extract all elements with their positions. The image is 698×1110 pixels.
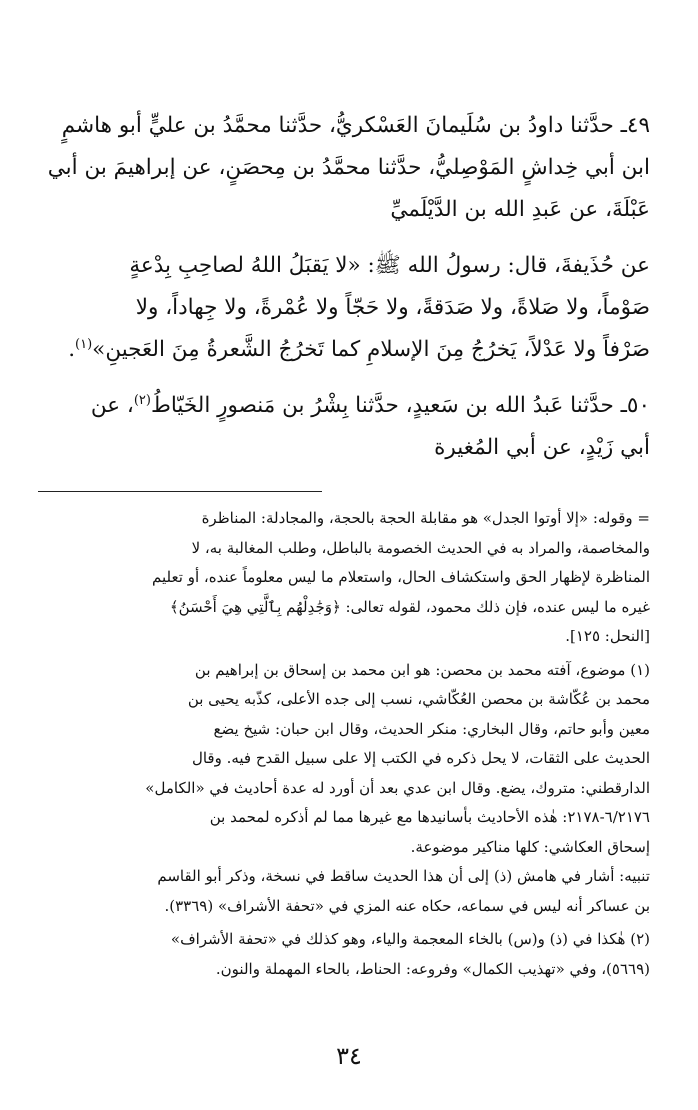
main-text: [38, 105, 650, 469]
footnote-1-line: محمد بن عُكّاشة بن محصن العُكّاشي، نسب إلى جده الأعلى، كذّبه يحيى بن: [187, 690, 650, 708]
hadith-49-line: عَبْلَةَ، عن عَبدِ الله بن الدَّيْلَميِّ: [390, 197, 650, 222]
note-line: والمخاصمة، والمراد به في الحديث الخصومة بالباطل، وطلب المغالبة به، لا: [191, 538, 650, 557]
hadith-50-line: أبي زَيْدٍ، عن أبي المُغيرة: [434, 435, 650, 460]
footnote-1-line: ٦/٢١٧٦-٢١٧٨: هٰذه الأحاديث بأسانيدها مع غيرها مما لم أذكره لمحمد بن: [209, 808, 650, 826]
footnote-separator: [38, 491, 322, 492]
footnote-1-line: معين وأبو حاتم، وقال البخاري: منكر الحديث، وقال ابن حبان: شيخ يضع: [213, 719, 650, 738]
footnote-ref-1: (١): [75, 336, 93, 352]
note-line: غيره ما ليس عنده، فإن ذلك محمود، لقوله تعالى: ﴿وَجَٰدِلْهُم بِٱلَّتِي هِيَ أَحْسَنُ﴾: [169, 597, 650, 616]
hadith-text-line: صَرْفاً ولا عَدْلاً، يَخرُجُ مِنَ الإسلامِ كما تَخرُجُ الشَّعرةُ مِنَ العَجينِ»$^{(١)}$.: [68, 336, 650, 362]
footnote-2-line: (٥٦٦٩)، وفي «تهذيب الكمال» وفروعه: الحناط، بالحاء المهملة والنون.: [215, 959, 650, 978]
footnote-1-line: (١) موضوع، آفته محمد بن محصن: هو ابن محمد بن إسحاق بن إبراهيم بن: [194, 660, 650, 679]
footnote-1-line: الدارقطني: متروك، يضع. وقال ابن عدي بعد أن أورد له عدة أحاديث في «الكامل»: [145, 778, 650, 797]
footnote-ref-2: (٢): [133, 392, 151, 408]
footnotes: [38, 504, 650, 984]
tanbih-line: بن عساكر أنه ليس في سماعه، حكاه عنه المزي في «تحفة الأشراف» (٣٣٦٩).: [164, 896, 650, 915]
note-line: [النحل: ١٢٥].: [565, 627, 650, 645]
note-line: = وقوله: «إلا أوتوا الجدل» هو مقابلة الحجة بالحجة، والمجادلة: المناظرة: [201, 509, 650, 527]
page-body: [38, 105, 650, 984]
tanbih-line: تنبيه: أشار في هامش (ذ) إلى أن هذا الحديث ساقط في نسخة، وذكر أبو القاسم: [157, 867, 650, 885]
footnote-1-line: إسحاق العكاشي: كلها مناكير موضوعة.: [410, 837, 650, 856]
hadith-50-text: ٥٠ـ حدَّثنا عَبدُ الله بن سَعيدٍ، حدَّثنا بِشْرُ بن مَنصورٍ الخَيّاطُ: [150, 393, 650, 418]
hadith-50-text-end: ، عن: [90, 393, 134, 418]
footnote-2-line: (٢) هٰكذا في (ذ) و(س) بالخاء المعجمة والياء، وهو كذلك في «تحفة الأشراف»: [170, 930, 650, 948]
hadith-49-line: ابن أبي خِداشٍ المَوْصِليُّ، حدَّثنا محمَّدُ بن مِحصَنٍ، عن إبراهيمَ بن أبي: [47, 155, 650, 180]
note-line: المناظرة لإظهار الحق واستكشاف الحال، واستعلام ما ليس معلوماً عنده، أو تعليم: [152, 568, 650, 586]
footnote-separator-wrap: [38, 469, 650, 504]
hadith-text-line-content: صَرْفاً ولا عَدْلاً، يَخرُجُ مِنَ الإسلامِ كما تَخرُجُ الشَّعرةُ مِنَ العَجينِ»: [92, 337, 650, 362]
page-number: ٣٤: [336, 1042, 362, 1070]
hadith-text-line: عن حُذَيفةَ، قال: رسولُ الله ﷺ: «لا يَقبَلُ اللهُ لصاحِبِ بِدْعةٍ: [129, 253, 650, 278]
footnote-1-line: الحديث على الثقات، لا يحل ذكره في الكتب إلا على سبيل القدح فيه. وقال: [191, 749, 650, 767]
hadith-49-line: ٤٩ـ حدَّثنا داودُ بن سُلَيمانَ العَسْكريُّ، حدَّثنا محمَّدُ بن عليٍّ أبو هاشمٍ: [61, 113, 650, 138]
hadith-text-line: صَوْماً، ولا صَلاةً، ولا صَدَقةً، ولا حَجّاً ولا عُمْرةً، ولا جِهاداً، ولا: [135, 295, 650, 320]
hadith-50-line: [38, 385, 650, 427]
